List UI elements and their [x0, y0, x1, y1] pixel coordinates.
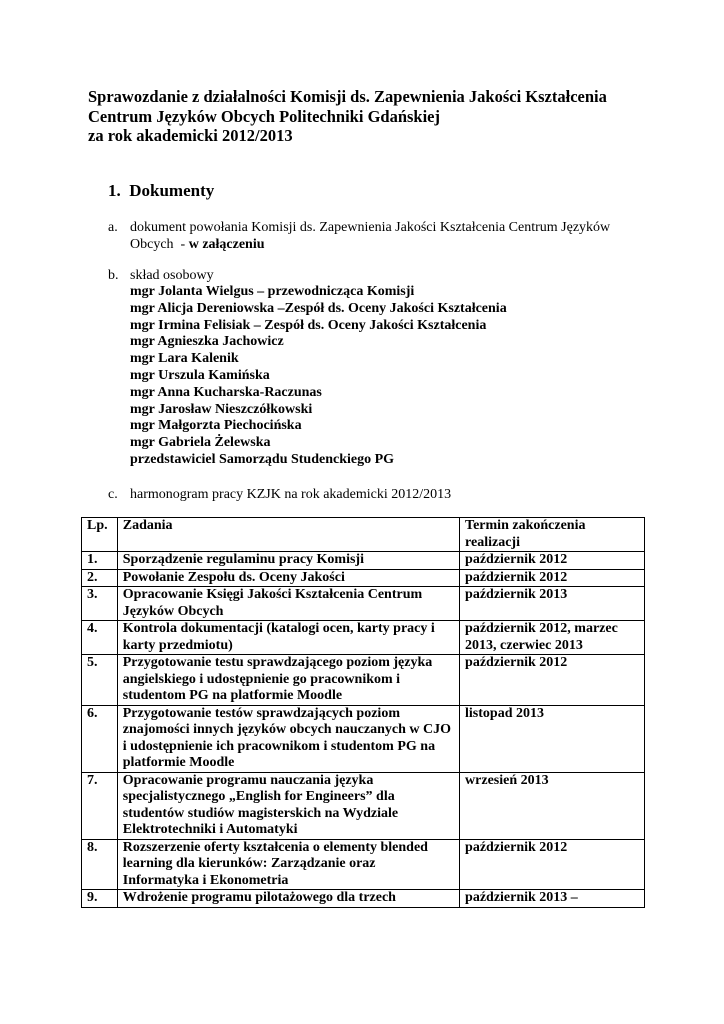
row-task: Kontrola dokumentacji (katalogi ocen, karty pracy i karty przedmiotu): [117, 621, 459, 655]
item-a-line-1: dokument powołania Komisji ds. Zapewnienia Jakości Kształcenia Centrum Języków: [130, 220, 611, 235]
item-b-label: b.: [108, 268, 119, 283]
member: przedstawiciel Samorządu Studenckiego PG: [130, 451, 395, 467]
section-title: Dokumenty: [129, 181, 215, 200]
row-deadline: listopad 2013: [460, 705, 645, 772]
item-a-text: [130, 219, 610, 253]
row-lp: 7.: [82, 772, 118, 839]
member: mgr Urszula Kamińska: [130, 367, 270, 383]
member: mgr Irmina Felisiak – Zespół ds. Oceny Jakości Kształcenia: [130, 317, 487, 333]
row-lp: 2.: [82, 569, 118, 587]
row-lp: 9.: [82, 890, 118, 908]
header-deadline: Termin zakończenia realizacji: [460, 518, 645, 552]
row-lp: 1.: [82, 552, 118, 570]
schedule-table: [81, 517, 645, 908]
row-lp: 4.: [82, 621, 118, 655]
item-a-label: a.: [108, 220, 118, 235]
row-task: Przygotowanie testów sprawdzających poziom znajomości innych języków obcych nauczanych w CJO i udostępnienie ich pracownikom i studentom PG na platformie Moodle: [117, 705, 459, 772]
item-c-text: harmonogram pracy KZJK na rok akademicki 2012/2013: [130, 487, 452, 502]
row-deadline: październik 2013 –: [460, 890, 645, 908]
section-number: 1.: [108, 181, 121, 200]
member: mgr Lara Kalenik: [130, 351, 239, 367]
row-lp: 8.: [82, 839, 118, 890]
header-task: Zadania: [117, 518, 459, 552]
member: mgr Alicja Dereniowska –Zespół ds. Oceny Jakości Kształcenia: [130, 300, 507, 316]
table-row: [82, 772, 645, 839]
row-task: Wdrożenie programu pilotażowego dla trzech: [117, 890, 459, 908]
row-deadline: październik 2012: [460, 655, 645, 706]
table-row: [82, 655, 645, 706]
table-row: [82, 890, 645, 908]
header-lp: Lp.: [82, 518, 118, 552]
section-heading: [108, 181, 214, 201]
table-row: [82, 705, 645, 772]
item-a-line-2-prefix: Obcych -: [130, 237, 189, 252]
table-row: [82, 839, 645, 890]
member: mgr Małgorzta Piechocińska: [130, 418, 302, 434]
item-a-line-2: [130, 236, 610, 253]
item-a-attachment-note: w załączeniu: [188, 237, 265, 252]
table-row: [82, 569, 645, 587]
row-deadline: październik 2012, marzec 2013, czerwiec 2013: [460, 621, 645, 655]
title-line-3: za rok akademicki 2012/2013: [88, 126, 293, 145]
row-lp: 3.: [82, 587, 118, 621]
member: mgr Gabriela Żelewska: [130, 435, 271, 451]
table-row: [82, 587, 645, 621]
item-b-text: skład osobowy: [130, 268, 214, 283]
table-row: [82, 621, 645, 655]
row-task: Powołanie Zespołu ds. Oceny Jakości: [117, 569, 459, 587]
member: mgr Jolanta Wielgus – przewodnicząca Komisji: [130, 284, 415, 299]
row-task: Opracowanie programu nauczania języka specjalistycznego „English for Engineers” dla studentów studiów magisterskich na Wydziale Elektrotechniki i Automatyki: [117, 772, 459, 839]
row-deadline: październik 2013: [460, 587, 645, 621]
row-task: Przygotowanie testu sprawdzającego poziom języka angielskiego i udostępnienie go pracownikom i studentom PG na platformie Moodle: [117, 655, 459, 706]
row-task: Rozszerzenie oferty kształcenia o elementy blended learning dla kierunków: Zarządzanie oraz Informatyka i Ekonometria: [117, 839, 459, 890]
title-line-1: Sprawozdanie z działalności Komisji ds. Zapewnienia Jakości Kształcenia: [88, 87, 607, 106]
row-task: Opracowanie Księgi Jakości Kształcenia Centrum Języków Obcych: [117, 587, 459, 621]
document-title: [88, 87, 688, 146]
member: mgr Jarosław Nieszczółkowski: [130, 401, 313, 417]
member: mgr Anna Kucharska-Raczunas: [130, 384, 322, 400]
row-deadline: październik 2012: [460, 569, 645, 587]
row-deadline: październik 2012: [460, 552, 645, 570]
table-row: [82, 552, 645, 570]
row-task: Sporządzenie regulaminu pracy Komisji: [117, 552, 459, 570]
member-list: [130, 284, 507, 469]
item-c-label: c.: [108, 487, 118, 502]
row-deadline: wrzesień 2013: [460, 772, 645, 839]
table-header-row: [82, 518, 645, 552]
row-lp: 6.: [82, 705, 118, 772]
row-lp: 5.: [82, 655, 118, 706]
title-line-2: Centrum Języków Obcych Politechniki Gdańskiej: [88, 106, 441, 126]
row-deadline: październik 2012: [460, 839, 645, 890]
member: mgr Agnieszka Jachowicz: [130, 334, 284, 350]
